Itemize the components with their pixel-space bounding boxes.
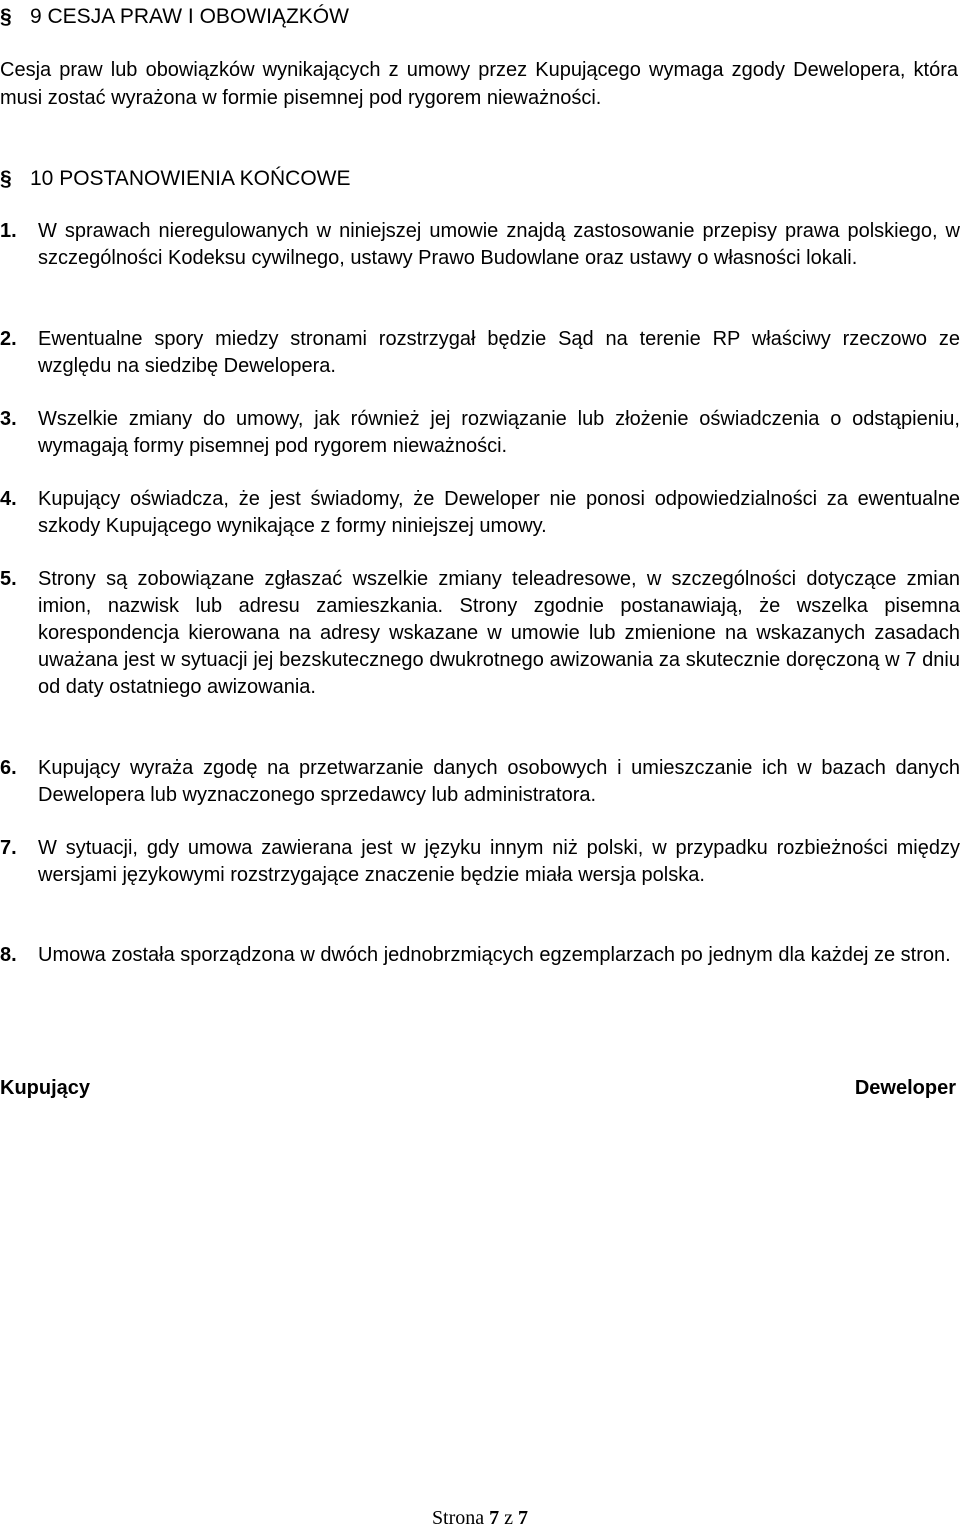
page-footer xyxy=(0,1506,960,1530)
item-text: Kupujący oświadcza, że jest świadomy, że Deweloper nie ponosi odpowiedzialności za ewentualne szkody Kupującego wynikające z formy niniejszej umowy. xyxy=(38,488,960,537)
item-text: W sprawach nieregulowanych w niniejszej umowie znajdą zastosowanie przepisy prawa polskiego, w szczególności Kodeksu cywilnego, ustawy Prawo Budowlane oraz ustawy o własności lokali. xyxy=(38,220,960,269)
list-item xyxy=(0,218,960,272)
item-number: 8. xyxy=(0,944,17,966)
item-number: 3. xyxy=(0,408,17,430)
item-text: Wszelkie zmiany do umowy, jak również jej rozwiązanie lub złożenie oświadczenia o odstąpieniu, wymagają formy pisemnej pod rygorem nieważności. xyxy=(38,408,960,457)
list-item xyxy=(0,835,960,889)
item-text: W sytuacji, gdy umowa zawierana jest w języku innym niż polski, w przypadku rozbieżności między wersjami językowymi rozstrzygające znaczenie będzie miała wersja polska. xyxy=(38,837,960,886)
list-item xyxy=(0,566,960,701)
section-9-text: Cesja praw lub obowiązków wynikających z umowy przez Kupującego wymaga zgody Dewelopera, która musi zostać wyrażona w formie pisemnej pod rygorem nieważności. xyxy=(0,59,958,109)
item-number: 5. xyxy=(0,568,17,590)
list-item xyxy=(0,486,960,540)
paragraph-sign: § xyxy=(0,5,12,28)
item-text: Ewentualne spory miedzy stronami rozstrzygał będzie Sąd na terenie RP właściwy rzeczowo ze względu na siedzibę Dewelopera. xyxy=(38,328,960,377)
item-text: Umowa została sporządzona w dwóch jednobrzmiących egzemplarzach po jednym dla każdej ze stron. xyxy=(38,944,951,966)
paragraph-sign: § xyxy=(0,167,12,190)
signature-buyer: Kupujący xyxy=(0,1077,91,1099)
list-item xyxy=(0,755,960,809)
list-item xyxy=(0,942,960,969)
item-number: 4. xyxy=(0,488,17,510)
item-number: 7. xyxy=(0,837,17,859)
section-9-title: 9 CESJA PRAW I OBOWIĄZKÓW xyxy=(30,5,349,28)
list-item xyxy=(0,406,960,460)
item-number: 6. xyxy=(0,757,17,779)
footer-prefix: Strona xyxy=(431,1507,485,1529)
item-text: Strony są zobowiązane zgłaszać wszelkie zmiany teleadresowe, w szczególności dotyczące zmian imion, nazwisk lub adresu zamieszkania. Strony zgodnie postanawiają, że wszelka pisemna korespondencja kierowana na adresy wskazane w umowie lub zmienione na wskazanych zasadach uważana jest w sytuacji jej bezskutecznego dwukrotnego awizowania za skutecznie doręczoną w 7 dniu od daty ostatniego awizowania. xyxy=(38,568,960,698)
list-item xyxy=(0,326,960,380)
item-number: 1. xyxy=(0,220,17,242)
item-number: 2. xyxy=(0,328,17,350)
signature-developer: Deweloper xyxy=(854,1077,956,1099)
section-9-heading xyxy=(0,4,349,30)
footer-page-total: 7 xyxy=(518,1507,529,1529)
section-10-title: 10 POSTANOWIENIA KOŃCOWE xyxy=(30,167,351,190)
footer-of: z xyxy=(504,1507,514,1529)
section-10-heading xyxy=(0,166,351,192)
item-text: Kupujący wyraża zgodę na przetwarzanie danych osobowych i umieszczanie ich w bazach danych Dewelopera lub wyznaczonego sprzedawcy lub administratora. xyxy=(38,757,960,806)
footer-page-number: 7 xyxy=(489,1507,500,1529)
